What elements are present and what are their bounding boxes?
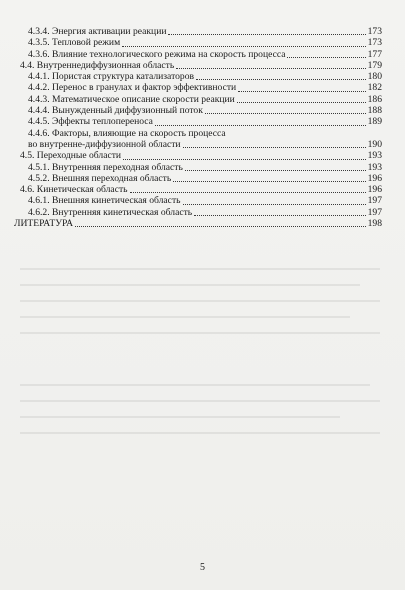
bleed-through [20, 432, 380, 434]
toc-leader-dots [287, 57, 365, 58]
toc-leader-dots [183, 147, 366, 148]
toc-entry [14, 94, 382, 105]
toc-entry [14, 60, 382, 71]
toc-leader-dots [205, 113, 366, 114]
toc-leader-dots [173, 181, 365, 182]
toc-entry-title: 4.5. Переходные области [20, 150, 122, 162]
toc-entry-page: 197 [367, 206, 382, 218]
toc-entry-page: 179 [367, 59, 382, 71]
toc-entry-page: 180 [367, 71, 382, 83]
toc-entry-title: 4.4.4. Вынужденный диффузионный поток [28, 105, 203, 117]
toc-entry-title: 4.4. Внутреннедиффузионная область [20, 59, 175, 71]
toc-entry [14, 105, 382, 116]
toc-leader-dots [155, 125, 366, 126]
toc-leader-dots [168, 34, 365, 35]
toc-entry-page: 196 [367, 172, 382, 184]
toc-entry [14, 184, 382, 195]
toc-entry-title: 4.6. Кинетическая область [20, 184, 128, 196]
toc-entry [14, 207, 382, 218]
toc-entry-page: 190 [367, 138, 382, 150]
bleed-through [20, 400, 380, 402]
bleed-through [20, 384, 370, 386]
toc-entry-page: 198 [367, 218, 382, 230]
toc-leader-dots [75, 226, 366, 227]
toc-entry-page: 197 [367, 195, 382, 207]
toc-entry [14, 49, 382, 60]
bleed-through [20, 332, 380, 334]
toc-entry-page: 173 [367, 37, 382, 49]
bleed-through [20, 316, 350, 318]
toc-entry-page: 193 [367, 150, 382, 162]
toc-leader-dots [196, 79, 366, 80]
toc-entry-title: 4.3.4. Энергия активации реакции [28, 26, 167, 37]
toc-entry-page: 186 [367, 93, 382, 105]
toc-entry [14, 218, 382, 229]
toc-entry [14, 162, 382, 173]
toc-entry-page: 196 [367, 184, 382, 196]
page-number: 5 [200, 562, 205, 573]
toc-entry-page: 173 [367, 26, 382, 37]
toc-entry-title: ЛИТЕРАТУРА [14, 218, 74, 230]
toc-entry-title: 4.4.2. Перенос в гранулах и фактор эффективности [28, 82, 237, 94]
bleed-through [20, 300, 380, 302]
toc-entry [14, 150, 382, 161]
toc-entry-page: 189 [367, 116, 382, 128]
toc-leader-dots [130, 192, 366, 193]
toc-leader-dots [123, 159, 366, 160]
toc-leader-dots [185, 170, 366, 171]
toc-entry-title: 4.4.5. Эффекты теплопереноса [28, 116, 153, 128]
toc-entry-title: 4.6.1. Внешняя кинетическая область [28, 195, 181, 207]
toc-entry-page: 182 [367, 82, 382, 94]
toc-leader-dots [183, 204, 366, 205]
toc-leader-dots [238, 91, 365, 92]
bleed-through [20, 416, 340, 418]
toc-entry [14, 173, 382, 184]
toc-entry [14, 37, 382, 48]
toc-entry-title: 4.6.2. Внутренняя кинетическая область [28, 206, 193, 218]
toc-entry-title: 4.5.1. Внутренняя переходная область [28, 161, 183, 173]
toc-entry-title: 4.3.5. Тепловой режим [28, 37, 121, 49]
toc-leader-dots [176, 68, 365, 69]
toc-leader-dots [194, 215, 365, 216]
toc-entry [14, 116, 382, 127]
toc-entry-title: 4.4.6. Факторы, влияющие на скорость процесса [28, 127, 226, 139]
toc-entry [14, 82, 382, 93]
toc-entry [14, 26, 382, 37]
toc-leader-dots [122, 46, 365, 47]
toc-entry-title: 4.4.1. Пористая структура катализаторов [28, 71, 195, 83]
toc-entry-title: 4.5.2. Внешняя переходная область [28, 172, 172, 184]
toc-entry [14, 195, 382, 206]
toc-entry-continuation [14, 139, 382, 150]
toc-entry-title-continuation: во внутренне-диффузионной области [28, 138, 181, 150]
toc-leader-dots [237, 102, 366, 103]
table-of-contents [14, 26, 382, 229]
toc-entry [14, 128, 382, 139]
toc-entry-page: 193 [367, 161, 382, 173]
toc-entry-title: 4.4.3. Математическое описание скорости реакции [28, 93, 235, 105]
toc-entry [14, 71, 382, 82]
bleed-through [20, 268, 380, 270]
toc-entry-page: 188 [367, 105, 382, 117]
bleed-through [20, 284, 360, 286]
toc-entry-page: 177 [367, 48, 382, 60]
toc-entry-title: 4.3.6. Влияние технологического режима на скорость процесса [28, 48, 286, 60]
